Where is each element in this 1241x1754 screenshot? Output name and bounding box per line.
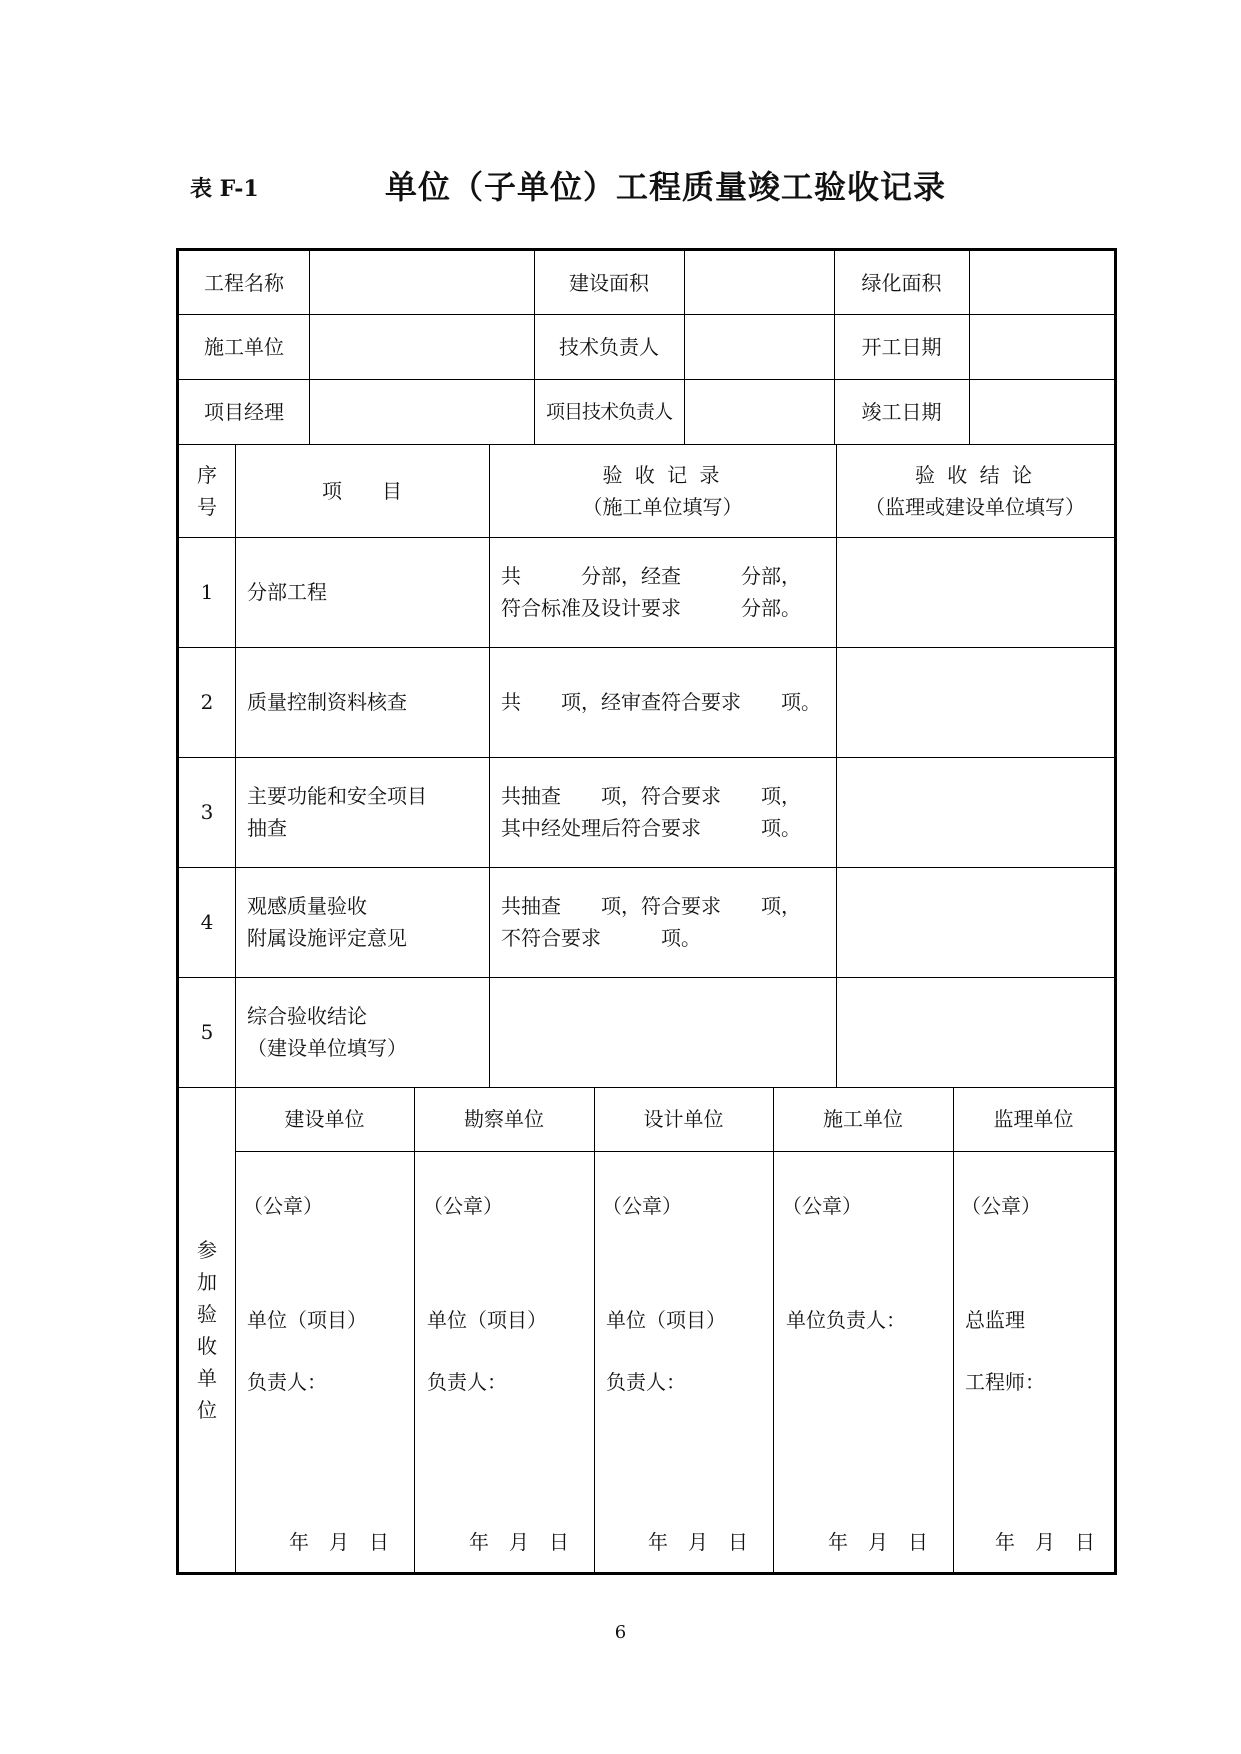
form-code: 表 F-1 bbox=[190, 176, 259, 202]
item-conclusion-5[interactable] bbox=[836, 977, 1114, 1087]
start-date-label: 开工日期 bbox=[861, 334, 942, 359]
completion-date-field[interactable] bbox=[969, 379, 1114, 444]
project-name-field[interactable] bbox=[309, 251, 534, 314]
construction-unit-field[interactable] bbox=[309, 314, 534, 379]
item-name-4: 观感质量验收 附属设施评定意见 bbox=[247, 894, 407, 950]
sig-line1-owner: 单位（项目） bbox=[247, 1308, 367, 1332]
sig-line1-survey: 单位（项目） bbox=[427, 1308, 547, 1332]
document-header bbox=[190, 160, 1040, 204]
acceptance-record-table bbox=[176, 248, 1117, 1575]
item-conclusion-1[interactable] bbox=[836, 537, 1114, 647]
unit-name-survey: 勘察单位 bbox=[464, 1107, 544, 1131]
sig-line1-construction: 单位负责人： bbox=[786, 1308, 906, 1332]
building-area-field[interactable] bbox=[684, 251, 834, 314]
seq-header: 序 号 bbox=[197, 462, 217, 519]
item-header: 项 目 bbox=[322, 478, 402, 503]
item-name-2: 质量控制资料核查 bbox=[247, 690, 407, 714]
date-design: 年 月 日 bbox=[648, 1530, 748, 1554]
conclusion-header bbox=[836, 444, 1114, 537]
start-date-field[interactable] bbox=[969, 314, 1114, 379]
project-tech-lead-label: 项目技术负责人 bbox=[545, 400, 672, 423]
item-no-4: 4 bbox=[200, 910, 214, 934]
project-name-label: 工程名称 bbox=[204, 270, 284, 295]
seal-construction: （公章） bbox=[782, 1194, 862, 1218]
project-tech-lead-field[interactable] bbox=[684, 379, 834, 444]
green-area-label: 绿化面积 bbox=[861, 270, 942, 295]
unit-name-supervision: 监理单位 bbox=[993, 1107, 1074, 1131]
item-no-5: 5 bbox=[200, 1020, 214, 1044]
item-conclusion-3[interactable] bbox=[836, 757, 1114, 867]
page-number: 6 bbox=[614, 1622, 627, 1643]
technical-lead-field[interactable] bbox=[684, 314, 834, 379]
conclusion-header-title: 验 收 结 论 bbox=[914, 462, 1036, 487]
item-no-3: 3 bbox=[200, 800, 214, 824]
form-title: 单位（子单位）工程质量竣工验收记录 bbox=[385, 168, 947, 206]
item-record-1[interactable]: 共 分部，经查 分部， 符合标准及设计要求 分部。 bbox=[501, 564, 801, 620]
construction-unit-label: 施工单位 bbox=[204, 334, 284, 359]
item-name-3: 主要功能和安全项目 抽查 bbox=[247, 784, 427, 840]
item-no-2: 2 bbox=[200, 690, 214, 714]
date-survey: 年 月 日 bbox=[469, 1530, 569, 1554]
project-manager-field[interactable] bbox=[309, 379, 534, 444]
sig-line2-owner: 负责人： bbox=[247, 1370, 327, 1394]
sig-line2-design: 负责人： bbox=[606, 1370, 686, 1394]
date-owner: 年 月 日 bbox=[289, 1530, 389, 1554]
unit-name-owner: 建设单位 bbox=[284, 1107, 365, 1131]
seal-survey: （公章） bbox=[423, 1194, 503, 1218]
seal-design: （公章） bbox=[602, 1194, 682, 1218]
seal-owner: （公章） bbox=[243, 1194, 323, 1218]
date-construction: 年 月 日 bbox=[828, 1530, 928, 1554]
item-record-4[interactable]: 共抽查 项，符合要求 项， 不符合要求 项。 bbox=[501, 894, 801, 950]
item-record-2[interactable]: 共 项，经审查符合要求 项。 bbox=[501, 690, 821, 714]
technical-lead-label: 技术负责人 bbox=[559, 334, 659, 359]
item-record-5[interactable] bbox=[489, 977, 836, 1087]
participants-label: 参 加 验 收 单 位 bbox=[197, 1237, 217, 1422]
item-name-1: 分部工程 bbox=[247, 580, 327, 604]
sig-line1-supervision: 总监理 bbox=[965, 1308, 1025, 1332]
seal-supervision: （公章） bbox=[961, 1194, 1041, 1218]
conclusion-header-subtitle: （监理或建设单位填写） bbox=[865, 494, 1085, 519]
sig-line1-design: 单位（项目） bbox=[606, 1308, 726, 1332]
building-area-label: 建设面积 bbox=[569, 270, 649, 295]
record-header-title: 验 收 记 录 bbox=[602, 462, 723, 487]
date-supervision: 年 月 日 bbox=[995, 1530, 1095, 1554]
item-name-5: 综合验收结论 （建设单位填写） bbox=[247, 1004, 407, 1060]
unit-name-design: 设计单位 bbox=[643, 1107, 724, 1131]
sig-line2-supervision: 工程师： bbox=[965, 1370, 1045, 1394]
item-conclusion-4[interactable] bbox=[836, 867, 1114, 977]
unit-name-construction: 施工单位 bbox=[823, 1107, 903, 1131]
completion-date-label: 竣工日期 bbox=[861, 399, 942, 424]
record-header-subtitle: （施工单位填写） bbox=[582, 494, 743, 519]
item-record-3[interactable]: 共抽查 项，符合要求 项， 其中经处理后符合要求 项。 bbox=[501, 784, 801, 840]
project-manager-label: 项目经理 bbox=[204, 399, 284, 424]
record-header bbox=[489, 444, 836, 537]
item-no-1: 1 bbox=[200, 580, 214, 604]
item-conclusion-2[interactable] bbox=[836, 647, 1114, 757]
green-area-field[interactable] bbox=[969, 251, 1114, 314]
sig-line2-survey: 负责人： bbox=[427, 1370, 507, 1394]
